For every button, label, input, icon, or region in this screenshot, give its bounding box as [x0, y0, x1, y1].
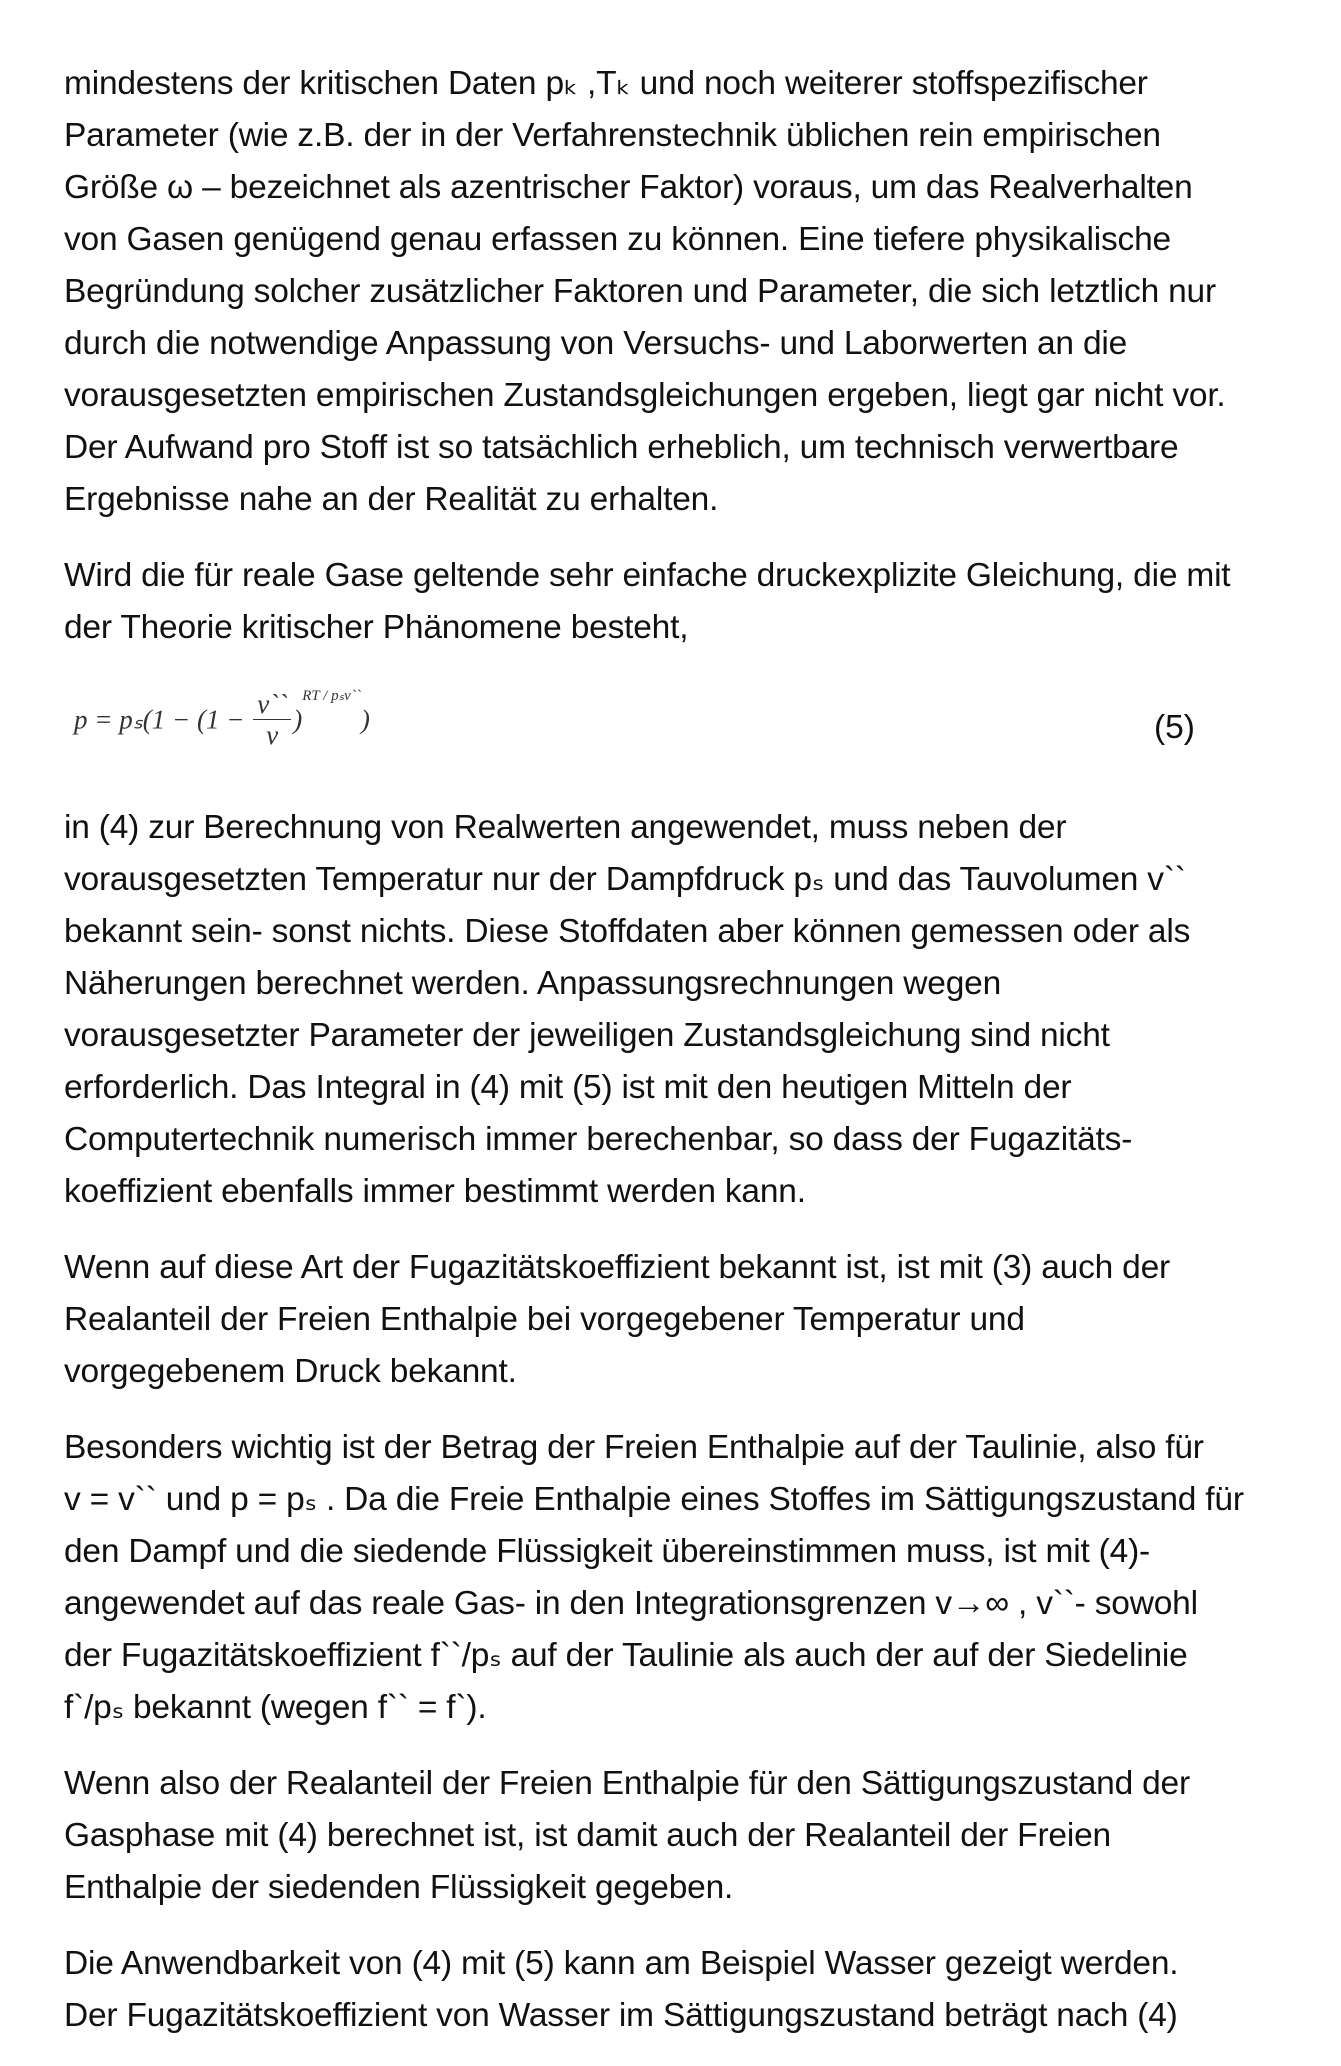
text-line: bekannt sein- sonst nichts. Diese Stoffdaten aber können gemessen oder als — [64, 913, 1191, 950]
fraction-numerator: v`` — [253, 689, 291, 720]
text-line: den Dampf und die siedende Flüssigkeit übereinstimmen muss, ist mit (4)- — [64, 1533, 1150, 1570]
text-line: Wird die für reale Gase geltende sehr einfache druckexplizite Gleichung, die mit — [64, 557, 1231, 594]
text-line: Der Fugazitätskoeffizient von Wasser im Sättigungszustand beträgt nach (4) — [64, 1997, 1178, 2034]
fraction-denominator: v — [266, 720, 279, 751]
text-line: durch die notwendige Anpassung von Versuchs- und Laborwerten an die — [64, 325, 1128, 362]
text-line: der Theorie kritischer Phänomene besteht, — [64, 609, 689, 646]
paragraph-5 — [64, 1422, 1324, 1734]
text-line: erforderlich. Das Integral in (4) mit (5) ist mit den heutigen Mitteln der — [64, 1069, 1072, 1106]
text-line: Besonders wichtig ist der Betrag der Freien Enthalpie auf der Taulinie, also für — [64, 1429, 1204, 1466]
paragraph-3 — [64, 802, 1324, 1218]
paragraph-1 — [64, 58, 1324, 526]
text-line: Begründung solcher zusätzlicher Faktoren und Parameter, die sich letztlich nur — [64, 273, 1216, 310]
text-line: v = v`` und p = pₛ . Da die Freie Enthalpie eines Stoffes im Sättigungszustand für — [64, 1481, 1244, 1518]
equation-left: p = pₛ(1 − (1 − — [74, 704, 245, 735]
paragraph-4 — [64, 1242, 1324, 1398]
paragraph-6 — [64, 1758, 1324, 1914]
paragraph-7 — [64, 1938, 1324, 2042]
text-line: von Gasen genügend genau erfassen zu können. Eine tiefere physikalische — [64, 221, 1171, 258]
equation-exponent: RT / pₛv`` — [302, 688, 361, 704]
text-line: Der Aufwand pro Stoff ist so tatsächlich erheblich, um technisch verwertbare — [64, 429, 1179, 466]
text-line: koeffizient ebenfalls immer bestimmt werden kann. — [64, 1173, 806, 1210]
text-line: vorgegebenem Druck bekannt. — [64, 1353, 517, 1390]
volume-fraction — [253, 689, 291, 750]
text-line: Parameter (wie z.B. der in der Verfahrenstechnik üblichen rein empirischen — [64, 117, 1161, 154]
text-line: vorausgesetzter Parameter der jeweiligen Zustandsgleichung sind nicht — [64, 1017, 1110, 1054]
text-line: Wenn auf diese Art der Fugazitätskoeffizient bekannt ist, ist mit (3) auch der — [64, 1249, 1170, 1286]
text-line: f`/pₛ bekannt (wegen f`` = f`). — [64, 1689, 487, 1726]
text-line: Die Anwendbarkeit von (4) mit (5) kann am Beispiel Wasser gezeigt werden. — [64, 1945, 1179, 1982]
text-line: Näherungen berechnet werden. Anpassungsrechnungen wegen — [64, 965, 1002, 1002]
text-line: Enthalpie der siedenden Flüssigkeit gegeben. — [64, 1869, 734, 1906]
text-line: Ergebnisse nahe an der Realität zu erhalten. — [64, 481, 719, 518]
equation-5 — [64, 678, 1324, 786]
pressure-equation — [74, 686, 370, 750]
equation-close-paren: ) — [293, 704, 303, 735]
text-line: Gasphase mit (4) berechnet ist, ist damit auch der Realanteil der Freien — [64, 1817, 1111, 1854]
text-line: mindestens der kritischen Daten pₖ ,Tₖ und noch weiterer stoffspezifischer — [64, 65, 1148, 102]
text-line: Wenn also der Realanteil der Freien Enthalpie für den Sättigungszustand der — [64, 1765, 1190, 1802]
equation-number: (5) — [1154, 709, 1195, 746]
text-line: vorausgesetzten Temperatur nur der Dampfdruck pₛ und das Tauvolumen v`` — [64, 861, 1186, 898]
text-line: Größe ω – bezeichnet als azentrischer Faktor) voraus, um das Realverhalten — [64, 169, 1193, 206]
document-page — [64, 58, 1324, 2066]
paragraph-2 — [64, 550, 1324, 654]
equation-end-paren: ) — [360, 704, 370, 735]
text-line: der Fugazitätskoeffizient f``/pₛ auf der Taulinie als auch der auf der Siedelinie — [64, 1637, 1188, 1674]
text-line: Computertechnik numerisch immer berechenbar, so dass der Fugazitäts- — [64, 1121, 1133, 1158]
text-line: in (4) zur Berechnung von Realwerten angewendet, muss neben der — [64, 809, 1067, 846]
text-line: vorausgesetzten empirischen Zustandsgleichungen ergeben, liegt gar nicht vor. — [64, 377, 1226, 414]
text-line: angewendet auf das reale Gas- in den Integrationsgrenzen v→∞ , v``- sowohl — [64, 1585, 1198, 1622]
text-line: Realanteil der Freien Enthalpie bei vorgegebener Temperatur und — [64, 1301, 1025, 1338]
